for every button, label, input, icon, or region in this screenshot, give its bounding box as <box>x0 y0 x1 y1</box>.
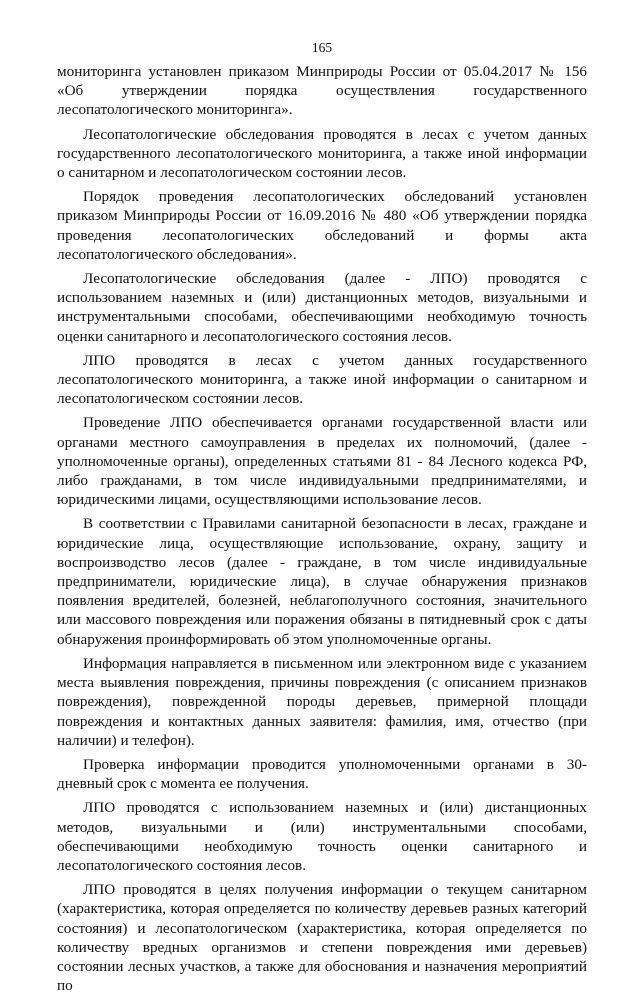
paragraph-10: ЛПО проводятся с использованием наземных и (или) дистанционных методов, визуальными и (или) инструментальными способами, обеспечивающими необходимую точность оценки санитарного и лесопатологического состояния лесов. <box>57 799 587 874</box>
paragraph-5: ЛПО проводятся в лесах с учетом данных государственного лесопатологического мониторинга, а также иной информации о санитарном и лесопатологическом состоянии лесов. <box>57 351 587 408</box>
paragraph-9: Проверка информации проводится уполномоченными органами в 30-дневный срок с момента ее получения. <box>57 755 587 793</box>
paragraph-11: ЛПО проводятся в целях получения информации о текущем санитарном (характеристика, которая определяется по количеству деревьев разных категорий состояния) и лесопатологическом (характеристика, которая определяется по количеству вредных организмов и степени повреждения ими деревьев) состоянии лесных участков, а также для обоснования и назначения мероприятий по <box>57 881 587 995</box>
page-number: 165 <box>311 40 333 55</box>
paragraph-2: Лесопатологические обследования проводятся в лесах с учетом данных государственного лесопатологического мониторинга, а также иной информации о санитарном и лесопатологическом состоянии лесов. <box>57 125 587 182</box>
paragraph-8: Информация направляется в письменном или электронном виде с указанием места выявления повреждения, причины повреждения (с описанием признаков повреждения), поврежденной породы деревьев, примерной площади повреждения и контактных данных заявителя: фамилия, имя, отчество (при наличии) и телефон). <box>57 654 587 749</box>
paragraph-4: Лесопатологические обследования (далее - ЛПО) проводятся с использованием наземных и (или) дистанционных методов, визуальными и инструментальными способами, обеспечивающими необходимую точность оценки санитарного и лесопатологического состояния лесов. <box>57 270 587 345</box>
paragraph-3: Порядок проведения лесопатологических обследований установлен приказом Минприроды России от 16.09.2016 № 480 «Об утверждении порядка проведения лесопатологических обследований и формы акта лесопатологического обследования». <box>57 188 587 263</box>
paragraph-1: мониторинга установлен приказом Минприроды России от 05.04.2017 № 156 «Об утверждении порядка осуществления государственного лесопатологического мониторинга». <box>57 63 587 119</box>
paragraph-6: Проведение ЛПО обеспечивается органами государственной власти или органами местного самоуправления в пределах их полномочий, (далее - уполномоченные органы), определенных статьями 81 - 84 Лесного кодекса РФ, либо гражданами, в том числе индивидуальными предпринимателями, и юридическими лицами, осуществляющими использование лесов. <box>57 414 587 509</box>
document-body <box>57 62 587 995</box>
paragraph-7: В соответствии с Правилами санитарной безопасности в лесах, граждане и юридические лица, осуществляющие использование, охрану, защиту и воспроизводство лесов (далее - граждане, в том числе индивидуальные предприниматели, юридические лица), в случае обнаружения признаков появления вредителей, болезней, неблагополучного состояния, значительного или массового повреждения или поражения обязаны в пятидневный срок с даты обнаружения проинформировать об этом уполномоченные органы. <box>57 515 587 648</box>
